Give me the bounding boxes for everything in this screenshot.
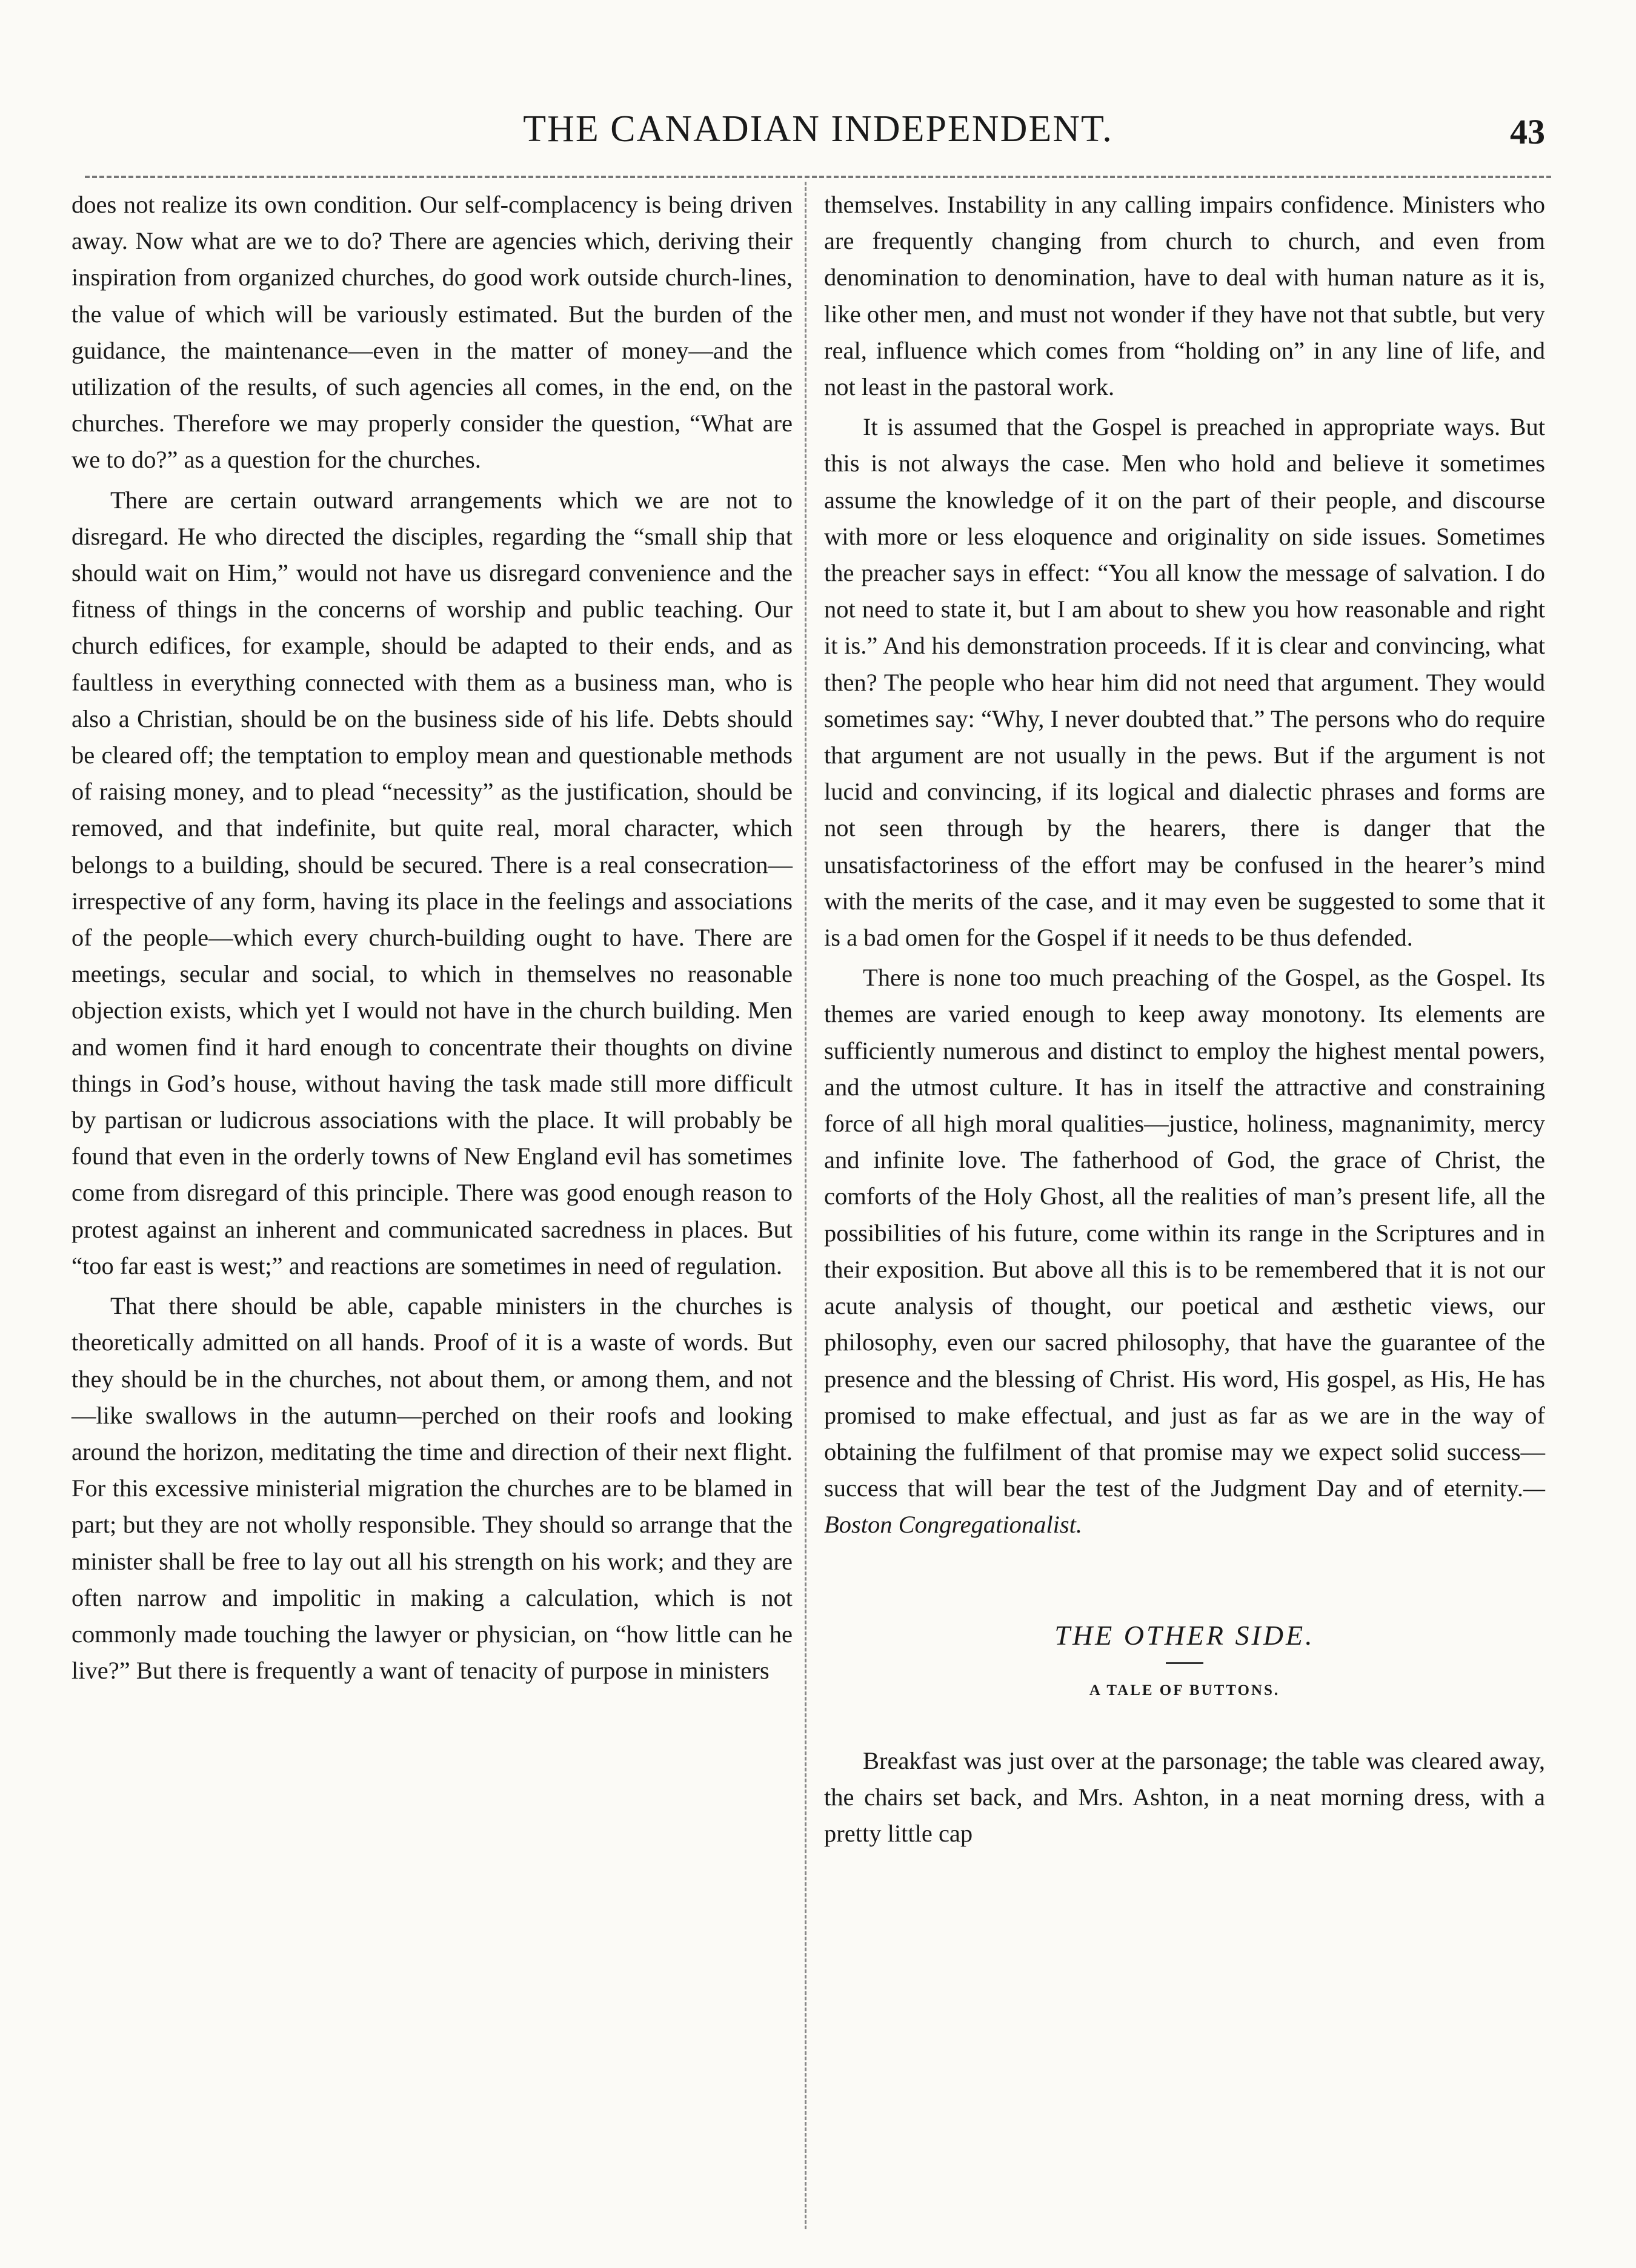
title-rule xyxy=(1166,1662,1203,1664)
attribution: —Boston Congregationalist. xyxy=(824,1474,1545,1539)
paragraph: It is assumed that the Gospel is preached in appropriate ways. But this is not always the case. Men who hold and believe it sometimes assume the knowledge of it on the part of their people, and discourse with more or less eloquence and originality on side issues. Sometimes the preacher says in effect: “You all know the message of salvation. I do not need to state it, but I am about to shew you how reasonable and right it is.” And his demonstration proceeds. If it is clear and convincing, what then? The people who hear him did not need that argument. They would sometimes say: “Why, I never doubted that.” The persons who do require that argument are not usually in the pews. But if the argument is not lucid and convincing, if its logical and dialectic phrases and forms are not seen through by the hearers, there is danger that the unsatisfactoriness of the effort may be confused in the hearer’s mind with the merits of the case, and it may even be suggested to some that it is a bad omen for the Gospel if it needs to be thus defended. xyxy=(824,413,1545,952)
paragraph xyxy=(824,960,1545,1543)
header-rule xyxy=(85,176,1551,178)
right-column xyxy=(824,187,1545,1852)
story-subtitle: A TALE OF BUTTONS. xyxy=(1089,1682,1280,1699)
column-divider xyxy=(805,182,806,2229)
paragraph-text: There is none too much preaching of the Gospel, as the Gospel. Its themes are varied enough to keep away monotony. Its elements are sufficiently numerous and distinct to employ the highest mental powers, and the utmost culture. It has in itself the attractive and constraining force of all high moral qualities—justice, holiness, magnanimity, mercy and infinite love. The fatherhood of God, the grace of Christ, the comforts of the Holy Ghost, all the realities of man’s present life, all the possibilities of his future, come within its range in the Scriptures and in their exposition. But above all this is to be remembered that it is not our acute analysis of thought, our poetical and æsthetic views, our philosophy, even our sacred philosophy, that have the guarantee of the presence and the blessing of Christ. His word, His gospel, as His, He has promised to make effectual, and just as far as we are in the way of obtaining the fulfilment of that promise may we expect solid success—success that will bear the test of the Judgment Day and of eternity. xyxy=(824,964,1545,1502)
story-title: THE OTHER SIDE. xyxy=(1054,1619,1315,1651)
paragraph: Breakfast was just over at the parsonage; the table was cleared away, the chairs set back, and Mrs. Ashton, in a neat morning dress, with a pretty little cap xyxy=(824,1746,1545,1848)
paragraph: does not realize its own condition. Our self-complacency is being driven away. Now what are we to do? There are agencies which, deriving their inspiration from organized churches, do good work outside church-lines, the value of which will be variously estimated. But the burden of the guidance, the maintenance—even in the matter of money—and the utilization of the results, of such agencies all comes, in the end, on the churches. Therefore we may properly consider the question, “What are we to do?” as a question for the churches. xyxy=(71,191,793,474)
publication-title: THE CANADIAN INDEPENDENT. xyxy=(523,108,1113,150)
paragraph: There are certain outward arrangements which we are not to disregard. He who directed the disciples, regarding the “small ship that should wait on Him,” would not have us disregard convenience and the fitness of things in the concerns of worship and public teaching. Our church edifices, for example, should be adapted to their ends, and as faultless in everything connected with them as a business man, who is also a Christian, should be on the business side of his life. Debts should be cleared off; the temptation to employ mean and questionable methods of raising money, and to plead “necessity” as the justification, should be removed, and that indefinite, but quite real, moral character, which belongs to a building, should be secured. There is a real consecration—irrespective of any form, having its place in the feelings and associations of the people—which every church-building ought to have. There are meetings, secular and social, to which in themselves no reasonable objection exists, which yet I would not have in the church building. Men and women find it hard enough to concentrate their thoughts on divine things in God’s house, without having the task made still more difficult by partisan or ludicrous associations with the place. It will probably be found that even in the orderly towns of New England evil has sometimes come from disregard of this principle. There was good enough reason to protest against an inherent and communicated sacredness in places. But “too far east is west;” and reactions are sometimes in need of regulation. xyxy=(71,486,793,1279)
page-number: 43 xyxy=(1510,112,1545,151)
paragraph: themselves. Instability in any calling impairs confidence. Ministers who are frequently changing from church to church, and even from denomination to denomination, have to deal with human nature as it is, like other men, and must not wonder if they have not that subtle, but very real, influence which comes from “holding on” in any line of life, and not least in the pastoral work. xyxy=(824,191,1545,401)
page-header xyxy=(85,108,1551,162)
left-column xyxy=(71,187,793,1689)
paragraph: That there should be able, capable ministers in the churches is theoretically admitted on all hands. Proof of it is a waste of words. But they should be in the churches, not about them, or among them, and not—like swallows in the autumn—perched on their roofs and looking around the horizon, meditating the time and direction of their next flight. For this excessive ministerial migration the churches are to be blamed in part; but they are not wholly responsible. They should so arrange that the minister shall be free to lay out all his strength on his work; and they are often narrow and impolitic in making a calculation, which is not commonly made touching the lawyer or physician, on “how little can he live?” But there is frequently a want of tenacity of purpose in ministers xyxy=(71,1292,793,1685)
